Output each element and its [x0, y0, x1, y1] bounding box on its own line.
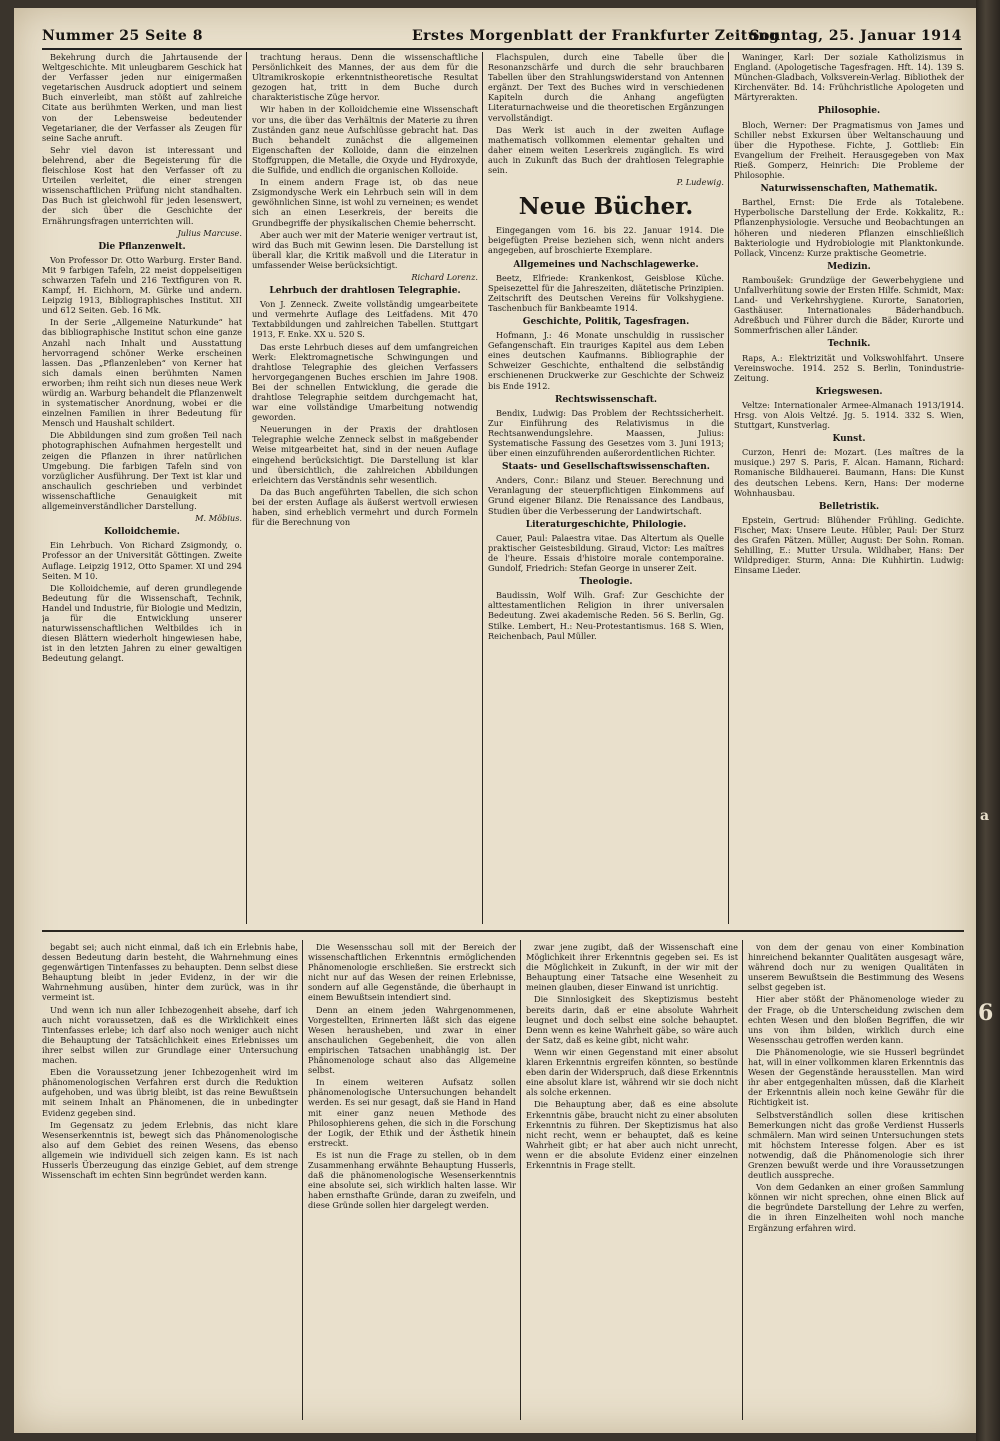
review-text: Bekehrung durch die Jahrtausende der Weltgeschichte. Mit unleugbarem Geschick hat der Verfasser jeden nur einigermaßen vegetarischen Ausdruck adoptiert und seinem Buch einverleibt, man stößt auf zahlreiche Citate aus berühmten Werken, und man liest von der Lebensweise bedeutender Vegetarianer, die der Verfasser als Zeugen für seine Sache anruft.: [42, 52, 242, 143]
neue-buecher-intro: Eingegangen vom 16. bis 22. Januar 1914. Die beigefügten Preise beziehen sich, wenn nicht anders angegeben, auf broschierte Exemplare.: [488, 225, 724, 256]
category-heading: Philosophie.: [817, 106, 881, 117]
review-text: Von Professor Dr. Otto Warburg. Erster Band. Mit 9 farbigen Tafeln, 22 meist doppelseitigen schwarzen Tafeln und 216 Textfiguren von R. Kampf, H. Eichhorn, M. Gürke und andern. Leipzig 1913, Bibliographisches Institut. XII und 612 Seiten. Geb. 16 Mk.: [42, 254, 242, 316]
review-text: Die Kolloidchemie, auf deren grundlegende Bedeutung für die Wissenschaft, Technik, Handel und Industrie, für Biologie und Medizin, ja für die Entwicklung unserer naturwissenschaftlichen Weltbildes ich in diesen Blättern wiederholt hingewiesen habe, ist in den letzten Jahren zu einer gewaltigen Bedeutung gelangt.: [42, 582, 242, 664]
book-list: Cauer, Paul: Palaestra vitae. Das Altertum als Quelle praktischer Geistesbildung. Giraud, Victor: Les maîtres de l'heure. Essais d'histoire morale contemporaine. Gundolf, Friedrich: Stefan George in unserer Zeit.: [488, 532, 724, 574]
book-list: Baudissin, Wolf Wilh. Graf: Zur Geschichte der alttestamentlichen Religion in ihrer universalen Bedeutung. Zwei akademische Reden. 56 S. Berlin, Gg. Stilke. Lembert, H.: Neu-Protestantismus. 168 S. Wien, Reichenbach, Paul Müller.: [488, 590, 724, 641]
review-text: Von J. Zenneck. Zweite vollständig umgearbeitete und vermehrte Auflage des Leitfadens. Mit 470 Textabbildungen und zahlreichen Tabellen. Stuttgart 1913, F. Enke. XX u. 520 S.: [252, 299, 478, 340]
review-text: Flachspulen, durch eine Tabelle über die Resonanzschärfe und durch die sehr brauchbaren Tabellen über den Strahlungswiderstand von Antennen ergänzt. Der Text des Buches wird in verschiedenen Kapiteln durch die Anhang angefügten Literaturnachweise und die theoretischen Ergänzungen vervollständigt.: [488, 52, 724, 123]
review-text: Die Abbildungen sind zum großen Teil nach photographischen Aufnahmen hergestellt und zeigen die Pflanzen in ihrer natürlichen Umgebung. Die farbigen Tafeln sind von vorzüglicher Ausführung. Der Text ist klar und anschaulich geschrieben und verbindet wissenschaftliche Genauigkeit mit allgemeinverständlicher Darstellung.: [42, 430, 242, 512]
essay-text: Die Sinnlosigkeit des Skeptizismus besteht bereits darin, daß er eine absolute Wahrheit leugnet und doch selbst eine solche behauptet. Denn wenn es keine Wahrheit gäbe, so wäre auch der Satz, daß es keine gibt, nicht wahr.: [526, 994, 738, 1045]
review-text: Aber auch wer mit der Materie weniger vertraut ist, wird das Buch mit Gewinn lesen. Die Darstellung ist überall klar, die Kritik maßvoll und die Literatur in umfassender Weise berücksichtigt.: [252, 229, 478, 270]
book-list: Ramboušek: Grundzüge der Gewerbehygiene und Unfallverhütung sowie der Ersten Hilfe. Schmidt, Max: Land- und Verkehrshygiene. Kurorte, Sanatorien, Gasthäuser. Internationales Bäderhandbuch. Adreßbuch und Führer durch die Bäder, Kurorte und Sommerfrischen aller Länder.: [734, 274, 964, 336]
essay-text: Die Behauptung aber, daß es eine absolute Erkenntnis gäbe, braucht nicht zu einer absoluten Erkenntnis zu führen. Der Skeptizismus hat also nicht recht, wenn er behauptet, daß es keine Wahrheit gibt; er hat aber auch nicht unrecht, wenn er die absolute Evidenz einer einzelnen Erkenntnis in Frage stellt.: [526, 1099, 738, 1170]
category-heading: Allgemeines und Nachschlagewerke.: [513, 259, 699, 270]
issue-date: Sonntag, 25. Januar 1914: [749, 28, 962, 44]
newspaper-title: Erstes Morgenblatt der Frankfurter Zeitung: [412, 28, 780, 44]
review-signature: P. Ludewig.: [676, 177, 724, 188]
category-heading: Kriegswesen.: [815, 386, 883, 397]
book-list: Bendix, Ludwig: Das Problem der Rechtssicherheit. Zur Einführung des Relativismus in die Rechtsanwendungslehre. Maassen, Julius: Systematische Fassung des Gesetzes vom 3. Juni 1913; über einen einzuführenden außerordentlichen Richter.: [488, 407, 724, 459]
adjacent-page-edge: [976, 0, 1000, 1441]
essay-text: In einem weiteren Aufsatz sollen phänomenologische Untersuchungen behandelt werden. Es sei nur gesagt, daß sie Hand in Hand mit einer ganz neuen Methode des Philosophierens gehen, die sich in die Forschung der Logik, der Ethik und der Ästhetik hinein erstreckt.: [308, 1077, 516, 1148]
feuilleton-column-4: [748, 942, 964, 1420]
review-text: Neuerungen in der Praxis der drahtlosen Telegraphie welche Zenneck selbst in maßgebender Weise mitgearbeitet hat, sind in der neuen Auflage eingehend berücksichtigt. Die Darstellung ist klar und übersichtlich, die zahlreichen Abbildungen erleichtern das Verständnis sehr wesentlich.: [252, 424, 478, 485]
essay-text: Denn an einem jeden Wahrgenommenen, Vorgestellten, Erinnerten läßt sich das eigene Wesen herausheben, und zwar in einer anschaulichen Gegebenheit, die von allen empirischen Tatsachen unabhängig ist. Der Phänomenologe schaut also das Allgemeine selbst.: [308, 1004, 516, 1076]
column-2: [252, 52, 478, 924]
review-signature: Richard Lorenz.: [411, 271, 478, 282]
review-text: Wir haben in der Kolloidchemie eine Wissenschaft vor uns, die über das Verhältnis der Materie zu ihren Zuständen ganz neue Aufschlüsse gebracht hat. Das Buch behandelt zunächst die allgemeinen Eigenschaften der Kolloide, dann die einzelnen Stoffgruppen, die Metalle, die Oxyde und Hydroxyde, die Sulfide, und endlich die organischen Kolloide.: [252, 104, 478, 176]
review-title: Kolloidchemie.: [104, 527, 180, 538]
edge-mark: 6: [978, 1000, 994, 1026]
category-heading: Theologie.: [579, 577, 633, 588]
book-list: Anders, Conr.: Bilanz und Steuer. Berechnung und Veranlagung der steuerpflichtigen Einkommens auf Grund eigener Bilanz. Die Renaissance des Landbaus, Studien über die Verbesserung der Landwirtschaft.: [488, 475, 724, 516]
feuilleton-column-3: [526, 942, 738, 1420]
review-title: Lehrbuch der drahtlosen Telegraphie.: [269, 286, 461, 297]
review-text: Das Werk ist auch in der zweiten Auflage mathematisch vollkommen elementar gehalten und daher einem weiten Leserkreis zugänglich. Es wird auch in Zukunft das Buch der drahtlosen Telegraphie sein.: [488, 124, 724, 176]
review-text: In der Serie „Allgemeine Naturkunde“ hat das bibliographische Institut schon eine ganze Anzahl nach Inhalt und Ausstattung hervorragend schöner Werke erscheinen lassen. Das „Pflanzenleben“ von Kerner hat sich damals einen berühmten Namen erworben; ihm reiht sich nun dieses neue Werk würdig an. Warburg behandelt die Pflanzenwelt in systematischer Anordnung, wobei er die einzelnen Familien in ihrer Bedeutung für Mensch und Haushalt schildert.: [42, 317, 242, 429]
review-text: Das erste Lehrbuch dieses auf dem umfangreichen Werk: Elektromagnetische Schwingungen und drahtlose Telegraphie des gleichen Verfassers hervorgegangenen Buches erschien im Jahre 1908. Bei der schnellen Entwicklung, die gerade die drahtlose Telegraphie seitdem durchgemacht hat, war eine vollständige Umarbeitung notwendig geworden.: [252, 341, 478, 423]
page-header: [42, 26, 962, 50]
neue-buecher-heading: Neue Bücher.: [518, 193, 694, 221]
column-3: [488, 52, 724, 924]
column-4: [734, 52, 964, 924]
review-title: Die Pflanzenwelt.: [98, 241, 186, 252]
category-heading: Kunst.: [832, 434, 866, 445]
essay-text: Wenn wir einen Gegenstand mit einer absolut klaren Erkenntnis ergreifen könnten, so bestünde eben darin der Widerspruch, daß diese Erkenntnis eine absolut klare ist, während wir sie doch nicht als solche erkennen.: [526, 1046, 738, 1098]
book-list: Waninger, Karl: Der soziale Katholizismus in England. (Apologetische Tagesfragen. Hft. 14). 139 S. München-Gladbach, Volksverein-Verlag. Bibliothek der Kirchenväter. Bd. 14: Frühchristliche Apologeten und Märtyrerakten.: [734, 52, 964, 103]
essay-text: Hier aber stößt der Phänomenologe wieder zu der Frage, ob die Unterscheidung zwischen dem echten Wesen und den bloßen Begriffen, die wir uns von ihm bilden, wirklich durch eine Wesensschau getroffen werden kann.: [748, 994, 964, 1045]
review-text: trachtung heraus. Denn die wissenschaftliche Persönlichkeit des Mannes, der aus dem für die Ultramikroskopie erkenntnistheoretische Resultat gezogen hat, tritt in dem Buche durch charakteristische Züge hervor.: [252, 52, 478, 103]
category-heading: Staats- und Gesellschaftswissenschaften.: [502, 462, 710, 473]
review-text: In einem andern Frage ist, ob das neue Zsigmondysche Werk ein Lehrbuch sein will in dem gewöhnlichen Sinne, ist wohl zu verneinen; es wendet sich an einen Leserkreis, der bereits die Grundbegriffe der physikalischen Chemie beherrscht.: [252, 177, 478, 228]
book-list: Bloch, Werner: Der Pragmatismus von James und Schiller nebst Exkursen über Weltanschauung und über die Hypothese. Fichte, J. Gottlieb: Ein Evangelium der Freiheit. Herausgegeben von Max Rieß. Gomperz, Heinrich: Die Probleme der Philosophie.: [734, 119, 964, 181]
newspaper-page: [14, 8, 976, 1433]
review-text: Sehr viel davon ist interessant und belehrend, aber die Begeisterung für die fleischlose Kost hat den Verfasser oft zu Urteilen verleitet, die einer strengen wissenschaftlichen Prüfung nicht standhalten. Das Buch ist gleichwohl für jeden lesenswert, der sich über die Geschichte der Ernährungsfragen unterrichten will.: [42, 144, 242, 226]
review-text: Da das Buch angeführten Tabellen, die sich schon bei der ersten Auflage als äußerst wertvoll erwiesen haben, sind erheblich vermehrt und durch Formeln für die Berechnung von: [252, 486, 478, 528]
book-list: Hofmann, J.: 46 Monate unschuldig in russischer Gefangenschaft. Ein trauriges Kapitel aus dem Leben eines deutschen Kaufmanns. Bibliographie der Schweizer Geschichte, enthaltend die selbständig erschienenen Druckwerke zur Geschichte der Schweiz bis Ende 1912.: [488, 330, 724, 391]
essay-text: Von dem Gedanken an einer großen Sammlung können wir nicht sprechen, ohne einen Blick auf die begründete Darstellung der Lehre zu werfen, die in ihren Einzelheiten wohl noch manche Ergänzung erfahren wird.: [748, 1182, 964, 1233]
category-heading: Literaturgeschichte, Philologie.: [525, 519, 687, 530]
essay-text: von dem der genau von einer Kombination hinreichend bekannter Qualitäten ausgesagt wäre, während doch nur zu wenigen Qualitäten in unserem Bewußtsein die Bestimmung des Wesens selbst gegeben ist.: [748, 942, 964, 993]
column-rule: [520, 940, 521, 1420]
section-divider: [42, 930, 964, 932]
book-list: Veltze: Internationaler Armee-Almanach 1913/1914. Hrsg. von Alois Veltzé. Jg. 5. 1914. 332 S. Wien, Stuttgart, Kunstverlag.: [734, 399, 964, 431]
category-heading: Rechtswissenschaft.: [554, 394, 658, 405]
essay-text: Selbstverständlich sollen diese kritischen Bemerkungen nicht das große Verdienst Husserls schmälern. Man wird seinen Untersuchungen stets mit höchstem Interesse folgen. Aber es ist notwendig, daß die Phänomenologie sich ihrer Grenzen bewußt werde und ihre Voraussetzungen deutlich ausspreche.: [748, 1109, 964, 1181]
book-list: Epstein, Gertrud: Blühender Frühling. Gedichte. Fischer, Max: Unsere Leute. Hübler, Paul: Der Sturz des Grafen Pätzen. Müller, August: Der Sohn. Roman. Sehilling, E.: Mutter Ursula. Wildhaber, Hans: Der Wildprediger. Sturm, Anna: Die Kuhhirtin. Ludwig: Einsame Lieder.: [734, 514, 964, 576]
book-list: Beetz, Elfriede: Krankenkost, Geisblose Küche. Speisezettel für die Jahreszeiten, diätetische Prinzipien. Zeitschrift des Deutschen Vereins für Volkshygiene. Taschenbuch für Bankbeamte 1914.: [488, 272, 724, 313]
column-rule: [482, 52, 483, 924]
column-rule: [742, 940, 743, 1420]
column-rule: [302, 940, 303, 1420]
essay-text: begabt sei; auch nicht einmal, daß ich ein Erlebnis habe, dessen Bedeutung darin besteht, die Wahrnehmung eines gegenwärtigen Tintenfasses zu behaupten. Denn selbst diese Behauptung bleibt in jeder Evidenz, in der wir die Wahrnehmung ausüben, hinter dem zurück, was in ihr vermeint ist.: [42, 942, 298, 1003]
book-list: Raps, A.: Elektrizität und Volkswohlfahrt. Unsere Vereinswoche. 1914. 252 S. Berlin, Tonindustrie-Zeitung.: [734, 352, 964, 383]
feuilleton-column-1: [42, 942, 298, 1420]
review-text: Ein Lehrbuch. Von Richard Zsigmondy, o. Professor an der Universität Göttingen. Zweite Auflage. Leipzig 1912, Otto Spamer. XI und 294 Seiten. M 10.: [42, 540, 242, 581]
essay-text: Und wenn ich nun aller Ichbezogenheit absehe, darf ich auch nicht voraussetzen, daß es die Wirklichkeit eines Tintenfasses erlebe; ich darf also noch weniger auch nicht die Behauptung der Tatsächlichkeit eines Erlebnisses um ihrer selbst willen zur Grundlage einer Untersuchung machen.: [42, 1004, 298, 1066]
essay-text: Die Wesensschau soll mit der Bereich der wissenschaftlichen Erkenntnis ermöglichenden Phänomenologie erschließen. Sie erstreckt sich nicht nur auf das Wesen der reinen Erlebnisse, sondern auf alle Gegenstände, die überhaupt in einem Bewußtsein intendiert sind.: [308, 942, 516, 1003]
review-signature: Julius Marcuse.: [177, 227, 242, 238]
essay-text: Eben die Voraussetzung jener Ichbezogenheit wird im phänomenologischen Verfahren erst durch die Reduktion aufgehoben, und was übrig bleibt, ist das reine Bewußtsein mit seinem Inhalt an Phänomenen, die in unbedingter Evidenz gegeben sind.: [42, 1067, 298, 1118]
column-rule: [728, 52, 729, 924]
review-signature: M. Möbius.: [195, 513, 242, 524]
category-heading: Medizin.: [827, 261, 871, 272]
category-heading: Naturwissenschaften, Mathematik.: [760, 184, 938, 195]
category-heading: Technik.: [827, 339, 871, 350]
column-1: [42, 52, 242, 924]
category-heading: Belletristik.: [818, 501, 880, 512]
column-rule: [246, 52, 247, 924]
essay-text: zwar jene zugibt, daß der Wissenschaft eine Möglichkeit ihrer Erkenntnis gegeben sei. Es ist die Möglichkeit in Zukunft, in der wir mit der Behauptung einer Tatsache eine Wesenheit zu meinen glauben, dieser Einwand ist unrichtig.: [526, 942, 738, 993]
essay-text: Im Gegensatz zu jedem Erlebnis, das nicht klare Wesenserkenntnis ist, bewegt sich das Phänomenologische also auf dem Gebiet des reinen Wesens, das ebenso allgemein wie individuell sich zeigen kann. Es ist nach Husserls Überzeugung das einzige Gebiet, auf dem strenge Wissenschaft im echten Sinn begründet werden kann.: [42, 1119, 298, 1181]
edge-mark: a: [980, 808, 990, 824]
essay-text: Die Phänomenologie, wie sie Husserl begründet hat, will in einer vollkommen klaren Erkenntnis das Wesen der Gegenstände herausstellen. Man wird ihr aber entgegenhalten müssen, daß die Klarheit der Erkenntnis allein noch keine Gewähr für die Richtigkeit ist.: [748, 1046, 964, 1108]
book-list: Curzon, Henri de: Mozart. (Les maîtres de la musique.) 297 S. Paris, F. Alcan. Hamann, Richard: Romanische Bildhauerei. Baumann, Hans: Die Kunst des deutschen Lebens. Kern, Hans: Der moderne Wohnhausbau.: [734, 447, 964, 498]
issue-number: Nummer 25 Seite 8: [42, 28, 203, 44]
book-list: Barthel, Ernst: Die Erde als Totalebene. Hyperbolische Darstellung der Erde. Kokkalitz, R.: Pflanzenphysiologie. Versuche und Beobachtungen an höheren und niederen Pflanzen einschließlich Bakteriologie und Hydrobiologie mit Planktonkunde. Pollack, Vincenz: Kurze praktische Geometrie.: [734, 197, 964, 258]
feuilleton-column-2: [308, 942, 516, 1420]
essay-text: Es ist nun die Frage zu stellen, ob in dem Zusammenhang erwähnte Behauptung Husserls, daß die phänomenologische Wesenserkenntnis eine absolute sei, sich wirklich halten lasse. Wir haben ernsthafte Gründe, daran zu zweifeln, und diese Gründe sollen hier dargelegt werden.: [308, 1149, 516, 1211]
category-heading: Geschichte, Politik, Tagesfragen.: [522, 316, 690, 327]
